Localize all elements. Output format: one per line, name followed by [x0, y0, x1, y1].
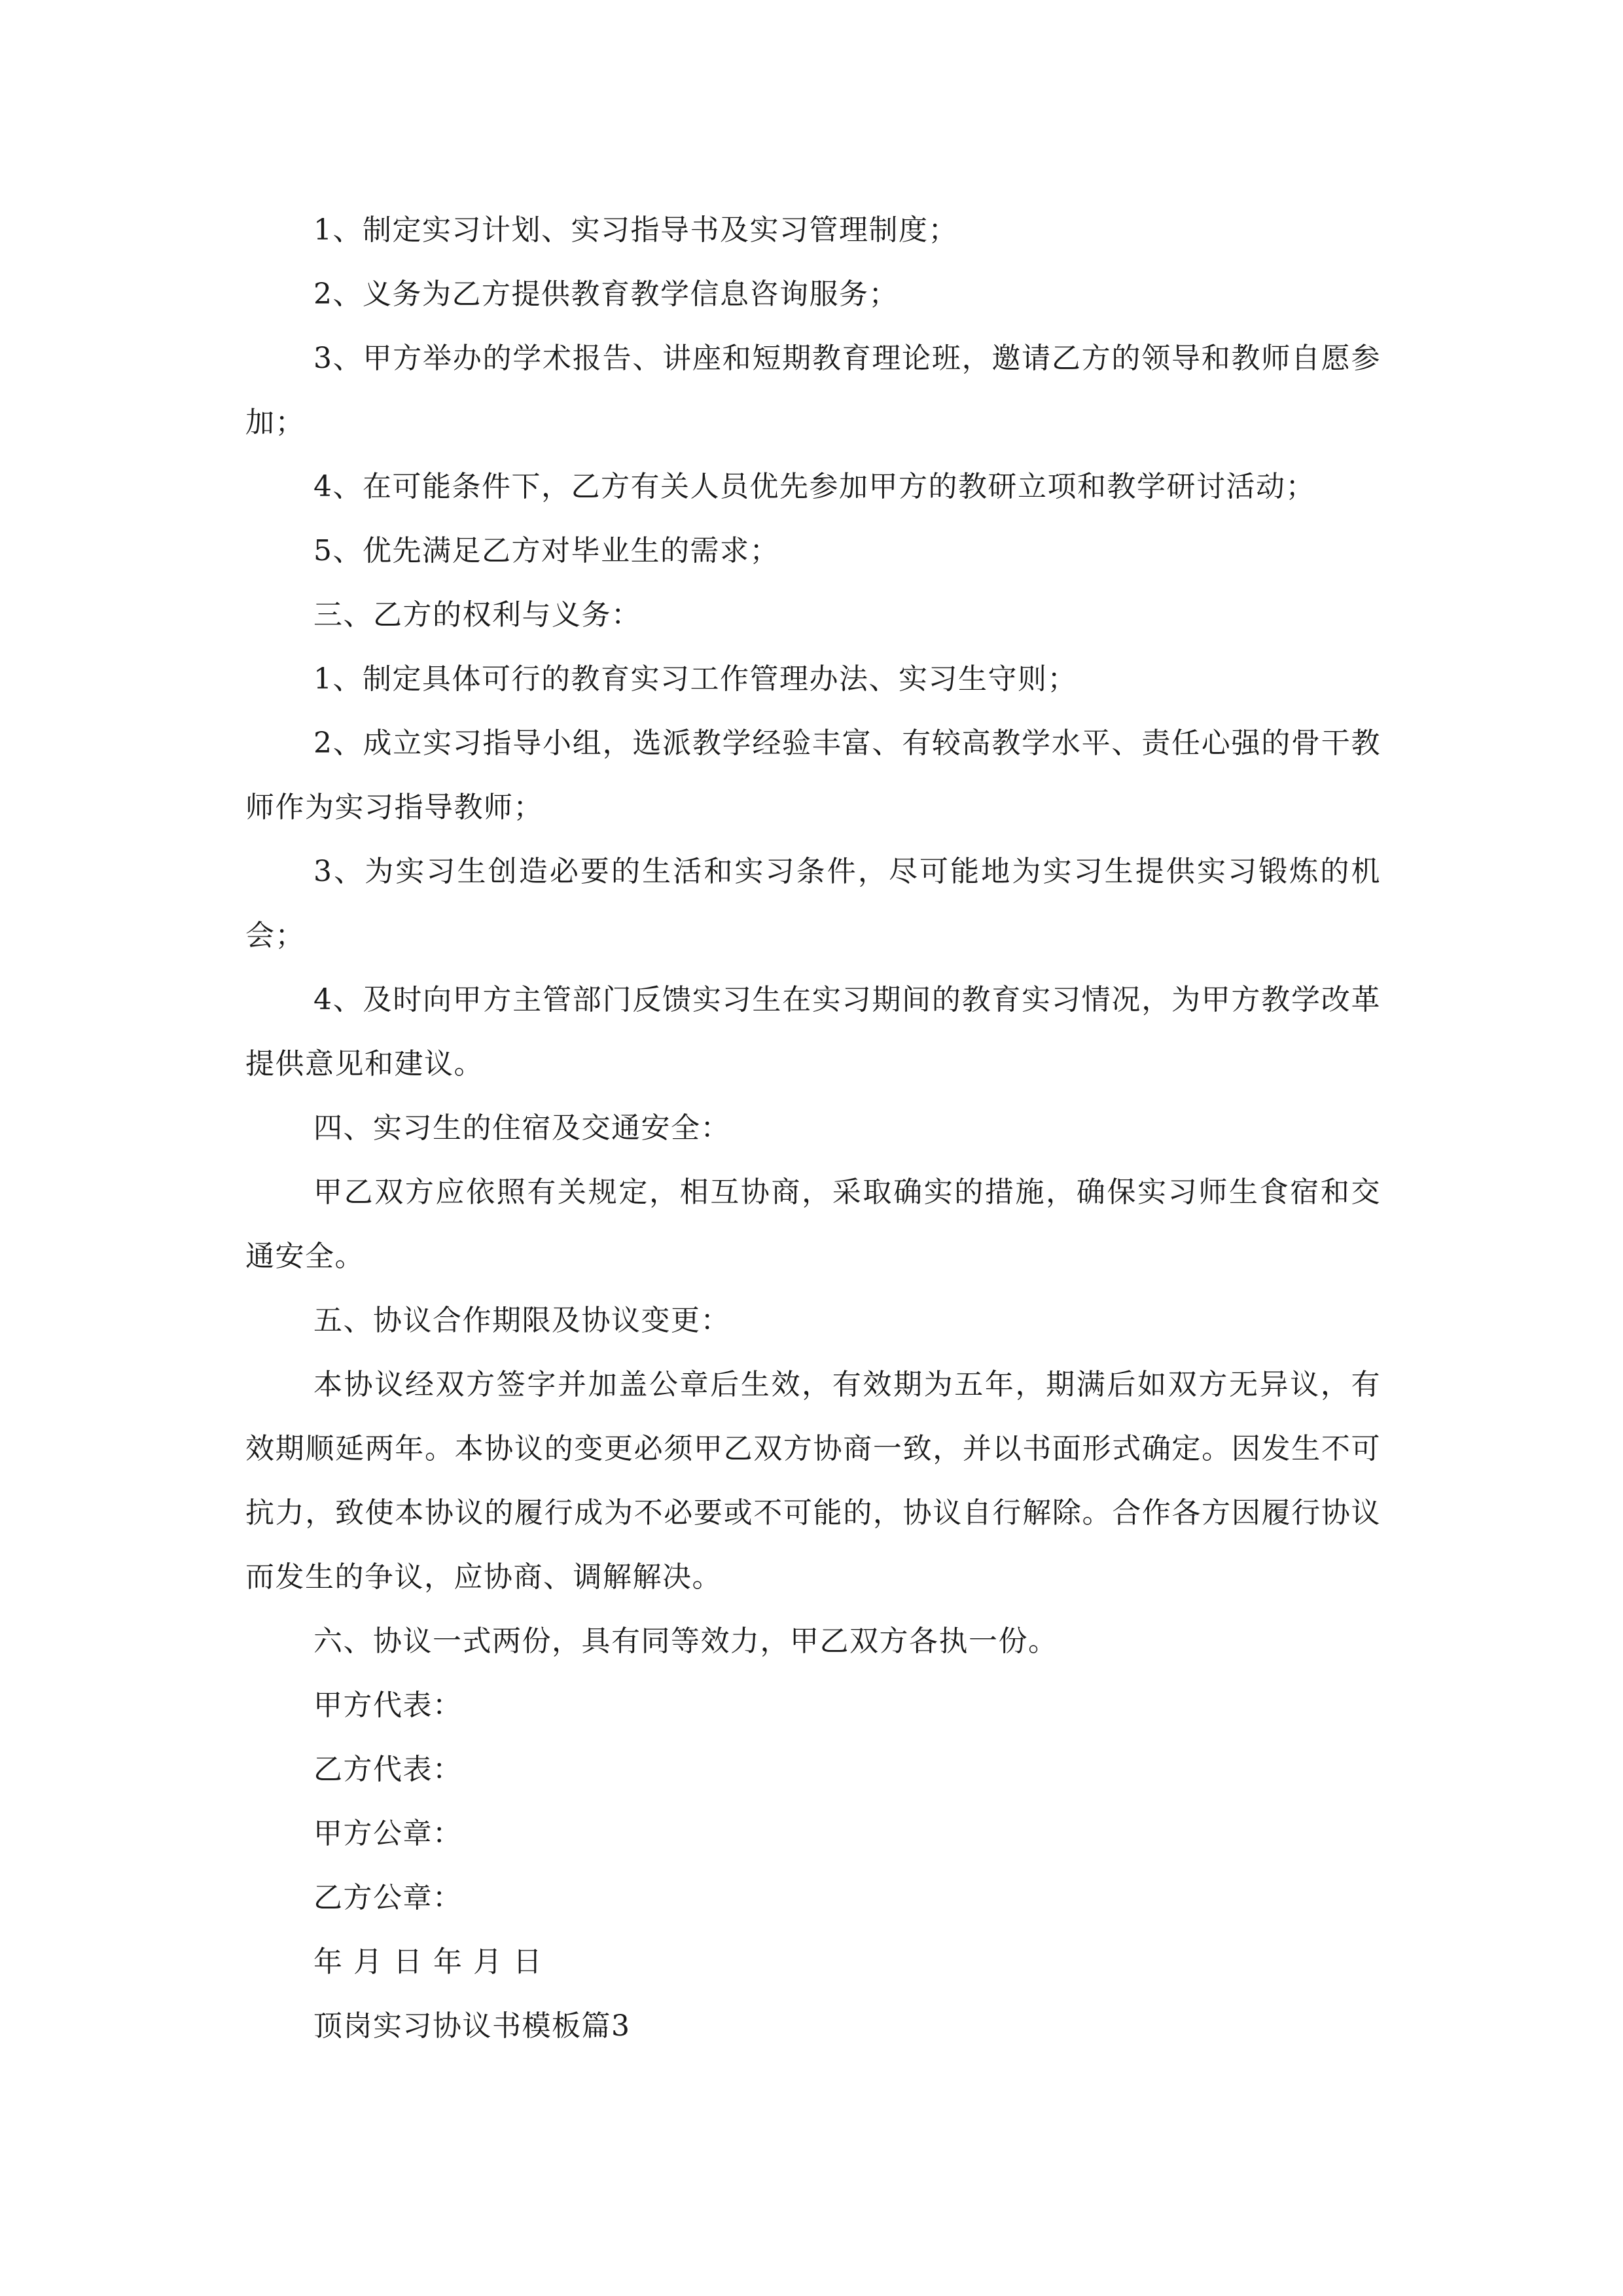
party-a-seal: 甲方公章：	[313, 1817, 463, 1850]
clause-b-3: 3、为实习生创造必要的生活和实习条件，尽可能地为实习生提供实习锻炼的机会；	[245, 855, 1381, 952]
clause-a-1: 1、制定实习计划、实习指导书及实习管理制度；	[313, 213, 958, 247]
party-a-representative: 甲方代表：	[313, 1689, 463, 1722]
clause-a-5: 5、优先满足乙方对毕业生的需求；	[313, 534, 779, 567]
clause-a-2: 2、义务为乙方提供教育教学信息咨询服务；	[313, 278, 899, 311]
section-heading-4: 四、实习生的住宿及交通安全：	[313, 1111, 730, 1145]
next-template-title: 顶岗实习协议书模板篇3	[313, 2009, 631, 2043]
section-heading-5: 五、协议合作期限及协议变更：	[313, 1304, 730, 1337]
section-heading-6: 六、协议一式两份，具有同等效力，甲乙双方各执一份。	[313, 1624, 1058, 1658]
date-line: 年 月 日 年 月 日	[313, 1945, 543, 1979]
clause-b-4: 4、及时向甲方主管部门反馈实习生在实习期间的教育实习情况，为甲方教学改革提供意见和建议。	[245, 983, 1381, 1081]
clause-a-3: 3、甲方举办的学术报告、讲座和短期教育理论班，邀请乙方的领导和教师自愿参加；	[245, 342, 1381, 439]
section-heading-3: 三、乙方的权利与义务：	[313, 598, 641, 632]
clause-b-1: 1、制定具体可行的教育实习工作管理办法、实习生守则；	[313, 662, 1077, 696]
safety-clause: 甲乙双方应依照有关规定，相互协商，采取确实的措施，确保实习师生食宿和交通安全。	[245, 1175, 1381, 1273]
party-b-representative: 乙方代表：	[313, 1753, 463, 1786]
clause-a-4: 4、在可能条件下，乙方有关人员优先参加甲方的教研立项和教学研讨活动；	[313, 470, 1315, 503]
clause-b-2: 2、成立实习指导小组，选派教学经验丰富、有较高教学水平、责任心强的骨干教师作为实习指导教师；	[245, 726, 1381, 824]
party-b-seal: 乙方公章：	[313, 1881, 463, 1914]
term-clause: 本协议经双方签字并加盖公章后生效，有效期为五年，期满后如双方无异议，有效期顺延两年。本协议的变更必须甲乙双方协商一致，并以书面形式确定。因发生不可抗力，致使本协议的履行成为不必要或不可能的，协议自行解除。合作各方因履行协议而发生的争议，应协商、调解解决。	[245, 1368, 1381, 1594]
